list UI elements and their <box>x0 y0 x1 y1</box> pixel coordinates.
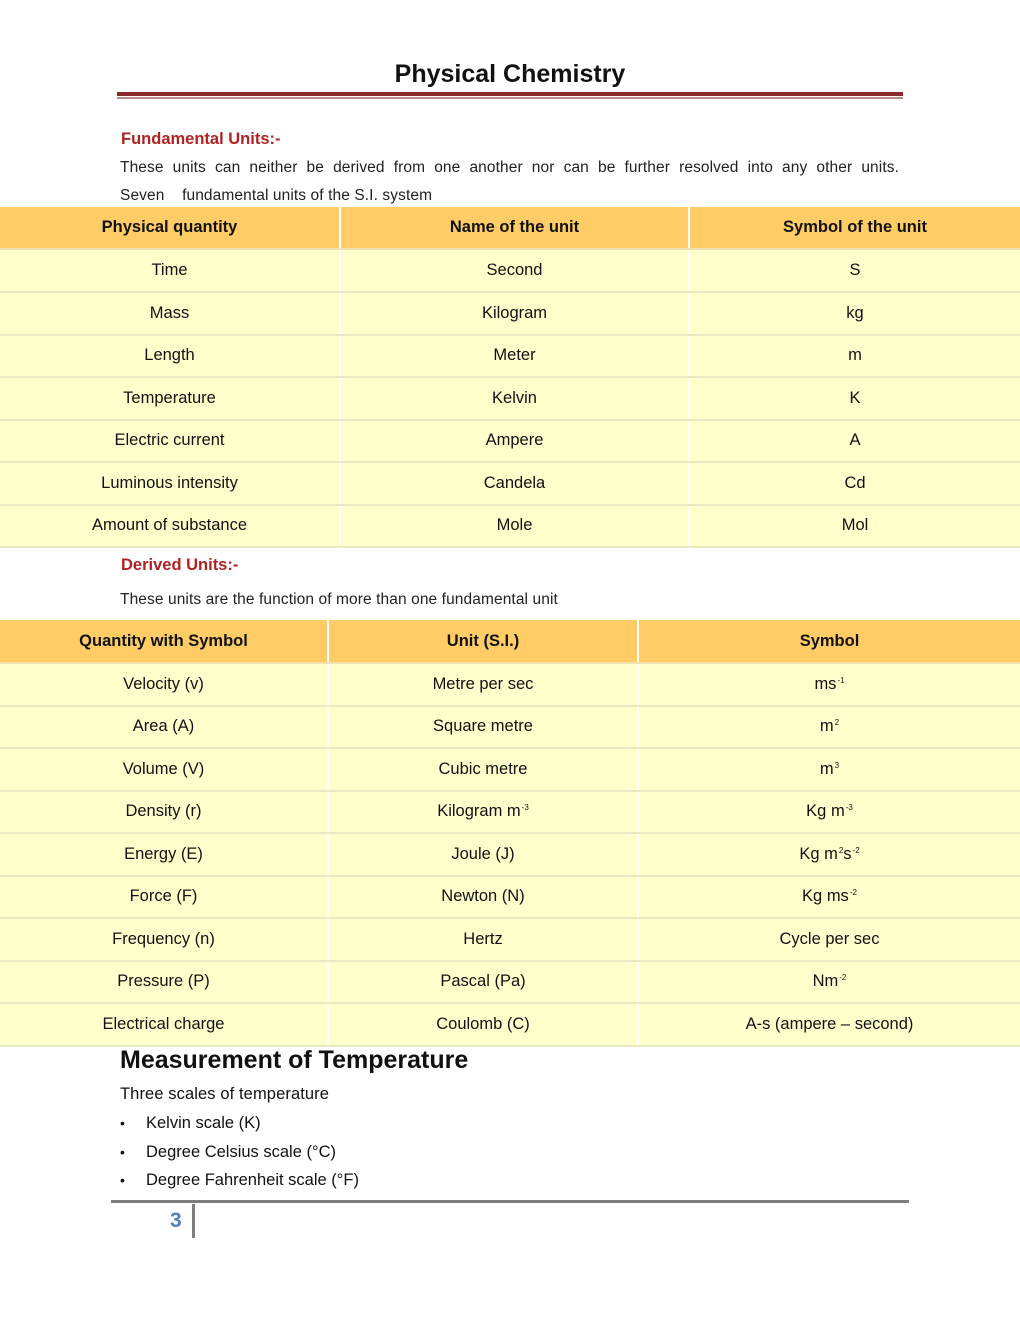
list-item <box>120 1169 359 1198</box>
table-row <box>0 706 1020 749</box>
table-row <box>0 748 1020 791</box>
unit-cell <box>328 961 638 1004</box>
fundamental-units-heading: Fundamental Units:- <box>121 130 281 148</box>
table-row <box>0 249 1020 292</box>
symbol-cell <box>638 663 1020 706</box>
symbol-text: Nm <box>812 972 839 991</box>
page-number-divider <box>192 1204 195 1238</box>
table-cell: Time <box>0 249 340 292</box>
symbol-cell <box>638 706 1020 749</box>
quantity-cell: Volume (V) <box>0 748 328 791</box>
quantity-cell: Electrical charge <box>0 1003 328 1046</box>
quantity-cell: Density (r) <box>0 791 328 834</box>
unit-text: Kilogram m <box>437 802 521 821</box>
fundamental-units-table <box>0 207 1020 548</box>
table-row <box>0 420 1020 463</box>
table-cell: m <box>689 335 1020 378</box>
table-row <box>0 1003 1020 1046</box>
table-cell: Luminous intensity <box>0 462 340 505</box>
symbol-cell <box>638 748 1020 791</box>
quantity-cell: Energy (E) <box>0 833 328 876</box>
title-divider-thin <box>117 97 903 99</box>
table-cell: Cd <box>689 462 1020 505</box>
table-row <box>0 377 1020 420</box>
column-header: Quantity with Symbol <box>0 620 328 663</box>
symbol-exponent: -2 <box>849 888 857 898</box>
symbol-cell <box>638 791 1020 834</box>
fundamental-units-subtitle: Seven fundamental units of the S.I. system <box>120 187 433 204</box>
table-cell: Electric current <box>0 420 340 463</box>
table-cell: Ampere <box>340 420 689 463</box>
symbol-exponent: -3 <box>845 803 853 813</box>
table-header-row <box>0 620 1020 663</box>
table-cell: A <box>689 420 1020 463</box>
symbol-text: Cycle per sec <box>779 929 880 948</box>
title-divider <box>117 92 903 96</box>
quantity-cell: Pressure (P) <box>0 961 328 1004</box>
column-header: Name of the unit <box>340 207 689 249</box>
symbol-text: m <box>819 759 834 778</box>
column-header: Symbol <box>638 620 1020 663</box>
unit-cell <box>328 918 638 961</box>
column-header: Symbol of the unit <box>689 207 1020 249</box>
table-cell: S <box>689 249 1020 292</box>
unit-cell <box>328 833 638 876</box>
table-row <box>0 462 1020 505</box>
table-row <box>0 876 1020 919</box>
column-header: Physical quantity <box>0 207 340 249</box>
symbol-text: Kg ms <box>802 887 849 906</box>
quantity-cell: Frequency (n) <box>0 918 328 961</box>
unit-text: Square metre <box>433 717 533 736</box>
symbol-cell <box>638 833 1020 876</box>
table-cell: Meter <box>340 335 689 378</box>
symbol-exponent: 2 <box>838 845 844 855</box>
temperature-heading: Measurement of Temperature <box>120 1046 469 1074</box>
symbol-text: Kg m <box>799 844 838 863</box>
page-number: 3 <box>170 1209 182 1232</box>
unit-cell <box>328 791 638 834</box>
unit-cell <box>328 1003 638 1046</box>
symbol-exponent: 3 <box>834 760 840 770</box>
table-cell: Mole <box>340 505 689 548</box>
page-title: Physical Chemistry <box>394 60 626 88</box>
unit-text: Newton (N) <box>441 887 525 906</box>
unit-text: Hertz <box>463 929 503 948</box>
table-row <box>0 505 1020 548</box>
fundamental-units-description: These units can neither be derived from one another nor can be further resolved into any other units. <box>120 159 899 176</box>
footer-divider <box>111 1200 909 1203</box>
unit-cell <box>328 706 638 749</box>
symbol-text: Kg m <box>806 802 845 821</box>
temperature-intro: Three scales of temperature <box>120 1085 330 1103</box>
table-cell: Amount of substance <box>0 505 340 548</box>
bullet-icon: • <box>120 1172 125 1188</box>
table-cell: Kilogram <box>340 292 689 335</box>
symbol-text: A-s (ampere – second) <box>745 1014 914 1033</box>
unit-text: Cubic metre <box>438 759 528 778</box>
table-cell: kg <box>689 292 1020 335</box>
derived-units-table <box>0 620 1020 1047</box>
unit-text: Coulomb (C) <box>436 1014 530 1033</box>
unit-text: Metre per sec <box>432 674 534 693</box>
quantity-cell: Force (F) <box>0 876 328 919</box>
table-row <box>0 663 1020 706</box>
table-row <box>0 335 1020 378</box>
quantity-cell: Area (A) <box>0 706 328 749</box>
list-item-text: Degree Fahrenheit scale (°F) <box>146 1171 359 1189</box>
unit-cell <box>328 876 638 919</box>
list-item-text: Degree Celsius scale (°C) <box>146 1142 336 1161</box>
symbol-exponent: 2 <box>834 718 840 728</box>
symbol-exponent: -2 <box>852 845 860 855</box>
table-row <box>0 791 1020 834</box>
list-item-text: Kelvin scale (K) <box>146 1114 261 1132</box>
table-cell: Length <box>0 335 340 378</box>
table-row <box>0 833 1020 876</box>
symbol-exponent: -2 <box>839 973 847 983</box>
column-header: Unit (S.I.) <box>328 620 638 663</box>
unit-cell <box>328 748 638 791</box>
table-cell: Mass <box>0 292 340 335</box>
symbol-cell <box>638 918 1020 961</box>
table-cell: Candela <box>340 462 689 505</box>
list-item <box>120 1112 359 1141</box>
derived-units-heading: Derived Units:- <box>121 556 239 574</box>
table-row <box>0 292 1020 335</box>
symbol-text: m <box>819 717 834 736</box>
table-cell: K <box>689 377 1020 420</box>
table-cell: Second <box>340 249 689 292</box>
bullet-icon: • <box>120 1115 125 1131</box>
list-item <box>120 1141 359 1170</box>
table-header-row <box>0 207 1020 249</box>
bullet-icon: • <box>120 1143 125 1160</box>
symbol-cell <box>638 876 1020 919</box>
table-row <box>0 961 1020 1004</box>
symbol-cell <box>638 1003 1020 1046</box>
temperature-scale-list <box>120 1112 359 1198</box>
unit-text: Joule (J) <box>451 844 515 863</box>
unit-text: Pascal (Pa) <box>440 972 526 991</box>
derived-units-description: These units are the function of more than one fundamental unit <box>120 591 558 608</box>
table-cell: Mol <box>689 505 1020 548</box>
table-cell: Kelvin <box>340 377 689 420</box>
symbol-text: s <box>843 844 852 863</box>
symbol-cell <box>638 961 1020 1004</box>
unit-exponent: -3 <box>521 803 529 813</box>
table-row <box>0 918 1020 961</box>
table-cell: Temperature <box>0 377 340 420</box>
symbol-exponent: -1 <box>837 675 845 685</box>
quantity-cell: Velocity (v) <box>0 663 328 706</box>
unit-cell <box>328 663 638 706</box>
symbol-text: ms <box>814 674 837 693</box>
